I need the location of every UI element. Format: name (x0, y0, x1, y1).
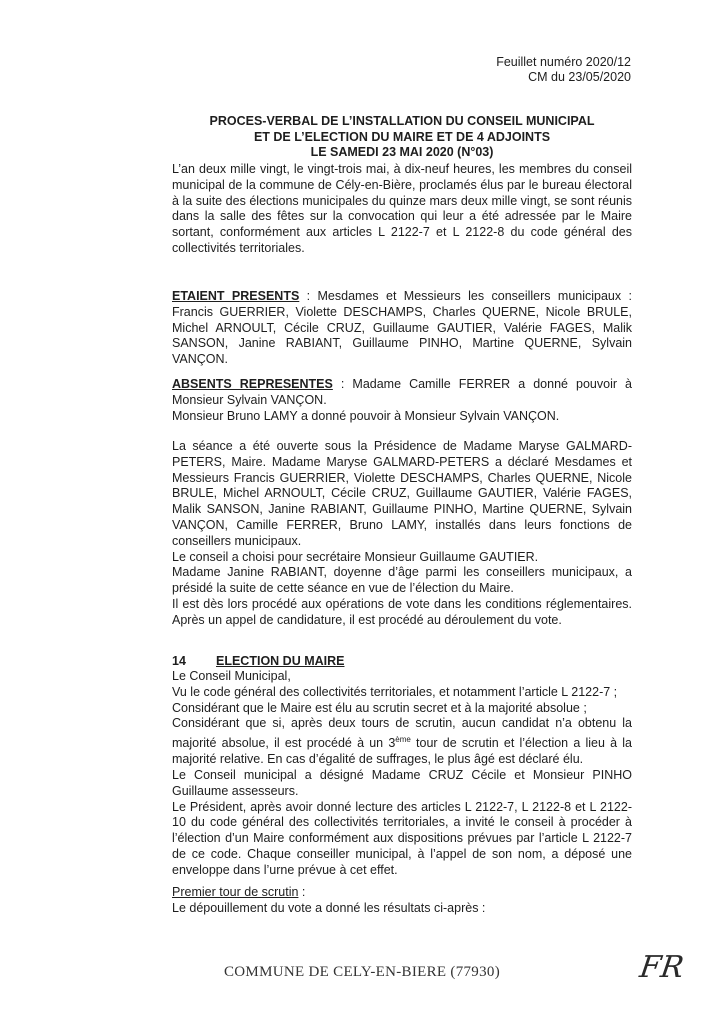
election-line-4-sup: ème (395, 735, 411, 745)
first-round-paragraph (172, 885, 632, 917)
first-round-suffix: : (298, 885, 306, 899)
first-round-text: Le dépouillement du vote a donné les résultats ci-après : (172, 900, 486, 915)
election-line-2: Vu le code général des collectivités territoriales, et notamment l’article L 2122-7 ; (172, 684, 618, 699)
presents-label: ETAIENT PRESENTS (172, 289, 300, 303)
handwritten-initials: FR (637, 950, 686, 985)
absents-text-2: Monsieur Bruno LAMY a donné pouvoir à Monsieur Sylvain VANÇON. (172, 408, 560, 423)
seance-vote: Il est dès lors procédé aux opérations de vote dans les conditions réglementaires. Après un appel de candidature, il est procédé au déroulement du vote. (172, 596, 632, 627)
presents-paragraph (172, 289, 632, 368)
election-line-4a: Considérant que si, après deux tours de scrutin, aucun candidat n’a obtenu la majorité absolue, il est procédé à un 3 (172, 716, 632, 751)
election-line-4b: tour de scrutin et l’élection a lieu à la majorité relative. En cas d’égalité de suffrages, le plus âgé est déclaré élu. (172, 736, 632, 767)
sheet-number: Feuillet numéro 2020/12 (496, 55, 631, 69)
absents-label: ABSENTS REPRESENTES (172, 377, 333, 391)
seance-paragraph (172, 439, 632, 629)
intro-text: L’an deux mille vingt, le vingt-trois mai, à dix-neuf heures, les membres du conseil municipal de la commune de Cély-en-Bière, proclamés élus par le bureau électoral à la suite des élections municipales du quinze mars deux mille vingt, se sont réunis dans la salle des fêtes sur la convocation qui leur a été adressée par le Maire sortant, conformément aux articles L 2122-7 et L 2122-8 du code général des collectivités territoriales. (172, 162, 632, 255)
election-line-6: Le Président, après avoir donné lecture des articles L 2122-7, L 2122-8 et L 2122-10 du code général des collectivités territoriales, a invité le conseil à procéder à l’élection d’un Maire conformément aux dispositions prévues par l’article L 2122-7 de ce code. Chaque conseiller municipal, à l’appel de son nom, a déposé une enveloppe dans l’urne prévue à cet effet. (172, 799, 632, 877)
seance-opening: La séance a été ouverte sous la Présidence de Madame Maryse GALMARD-PETERS, Maire. Madame Maryse GALMARD-PETERS a déclaré Mesdames et Messieurs Francis GUERRIER, Violette DESCHAMPS, Charles QUERNE, Nicole BRULE, Michel ARNOULT, Cécile CRUZ, Guillaume GAUTIER, Valérie FAGES, Malik SANSON, Janine RABIANT, Guillaume PINHO, Martine QUERNE, Sylvain VANÇON, Camille FERRER, Bruno LAMY, installés dans leurs fonctions de conseillers municipaux. (172, 439, 632, 548)
seance-secretary: Le conseil a choisi pour secrétaire Monsieur Guillaume GAUTIER. (172, 549, 539, 564)
section-title: ELECTION DU MAIRE (216, 654, 345, 668)
document-title (172, 114, 632, 161)
election-line-3: Considérant que le Maire est élu au scrutin secret et à la majorité absolue ; (172, 700, 587, 715)
section-heading (172, 654, 344, 668)
presents-text: : Mesdames et Messieurs les conseillers municipaux : Francis GUERRIER, Violette DESCHAMPS, Charles QUERNE, Nicole BRULE, Michel ARNOULT, Cécile CRUZ, Guillaume GAUTIER, Valérie FAGES, Malik SANSON, Janine RABIANT, Guillaume PINHO, Martine QUERNE, Sylvain VANÇON. (172, 289, 632, 367)
footer-commune: COMMUNE DE CELY-EN-BIERE (77930) (224, 964, 500, 980)
absents-text-1: : Madame Camille FERRER a donné pouvoir à Monsieur Sylvain VANÇON. (172, 377, 633, 407)
intro-paragraph (172, 162, 632, 257)
title-line-2: ET DE L’ELECTION DU MAIRE ET DE 4 ADJOINTS (253, 129, 551, 144)
election-paragraph (172, 669, 632, 879)
first-round-label: Premier tour de scrutin (172, 885, 299, 899)
election-line-1: Le Conseil Municipal, (172, 669, 291, 683)
council-date: CM du 23/05/2020 (528, 70, 631, 84)
section-number: 14 (172, 654, 186, 668)
header-reference (496, 55, 631, 85)
title-line-1: PROCES-VERBAL DE L’INSTALLATION DU CONSEIL MUNICIPAL (209, 114, 595, 128)
absents-paragraph (172, 377, 632, 424)
title-line-3: LE SAMEDI 23 MAI 2020 (N°03) (310, 145, 494, 159)
seance-president: Madame Janine RABIANT, doyenne d’âge parmi les conseillers municipaux, a présidé la suite de cette séance en vue de l’élection du Maire. (172, 565, 632, 596)
election-line-5: Le Conseil municipal a désigné Madame CRUZ Cécile et Monsieur PINHO Guillaume assesseurs. (172, 767, 632, 798)
